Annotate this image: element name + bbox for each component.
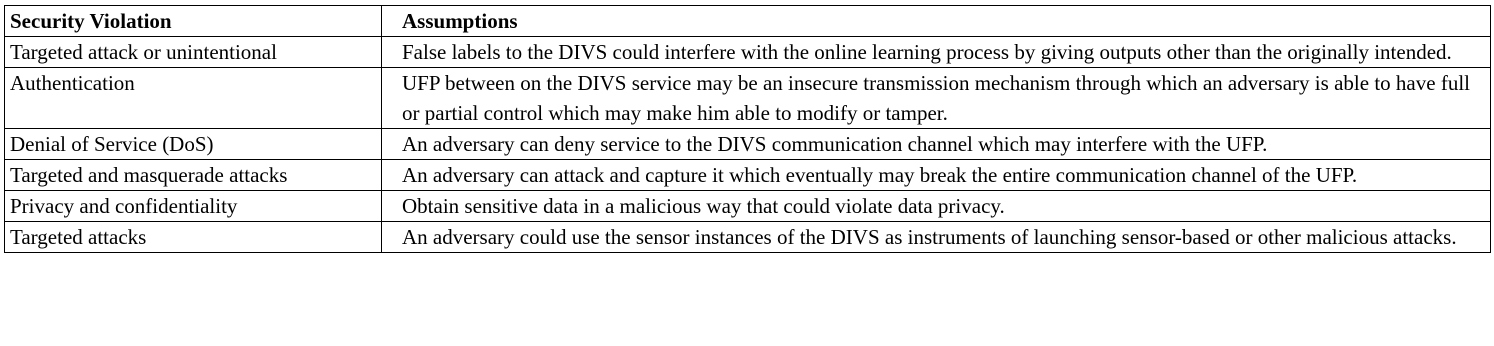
violation-cell: Denial of Service (DoS) <box>5 129 382 160</box>
table-row <box>5 191 1491 222</box>
violation-cell: Targeted and masquerade attacks <box>5 160 382 191</box>
header-security-violation: Security Violation <box>5 6 382 37</box>
violation-cell: Targeted attacks <box>5 222 382 253</box>
table-body <box>5 37 1491 253</box>
header-assumptions: Assumptions <box>382 6 1491 37</box>
assumption-cell: Obtain sensitive data in a malicious way that could violate data privacy. <box>382 191 1491 222</box>
assumption-cell: False labels to the DIVS could interfere with the online learning process by giving outputs other than the originally intended. <box>382 37 1491 68</box>
violation-cell: Targeted attack or unintentional <box>5 37 382 68</box>
table-row <box>5 160 1491 191</box>
violation-cell: Privacy and confidentiality <box>5 191 382 222</box>
table-header <box>5 6 1491 37</box>
assumption-cell: An adversary can attack and capture it which eventually may break the entire communication channel of the UFP. <box>382 160 1491 191</box>
table-row <box>5 68 1491 129</box>
assumption-cell: An adversary could use the sensor instances of the DIVS as instruments of launching sensor-based or other malicious attacks. <box>382 222 1491 253</box>
assumption-cell: An adversary can deny service to the DIVS communication channel which may interfere with the UFP. <box>382 129 1491 160</box>
header-row <box>5 6 1491 37</box>
table-row <box>5 129 1491 160</box>
table-row <box>5 222 1491 253</box>
violation-cell: Authentication <box>5 68 382 129</box>
security-assumptions-table <box>4 5 1491 253</box>
assumption-cell: UFP between on the DIVS service may be an insecure transmission mechanism through which an adversary is able to have full or partial control which may make him able to modify or tamper. <box>382 68 1491 129</box>
table-row <box>5 37 1491 68</box>
